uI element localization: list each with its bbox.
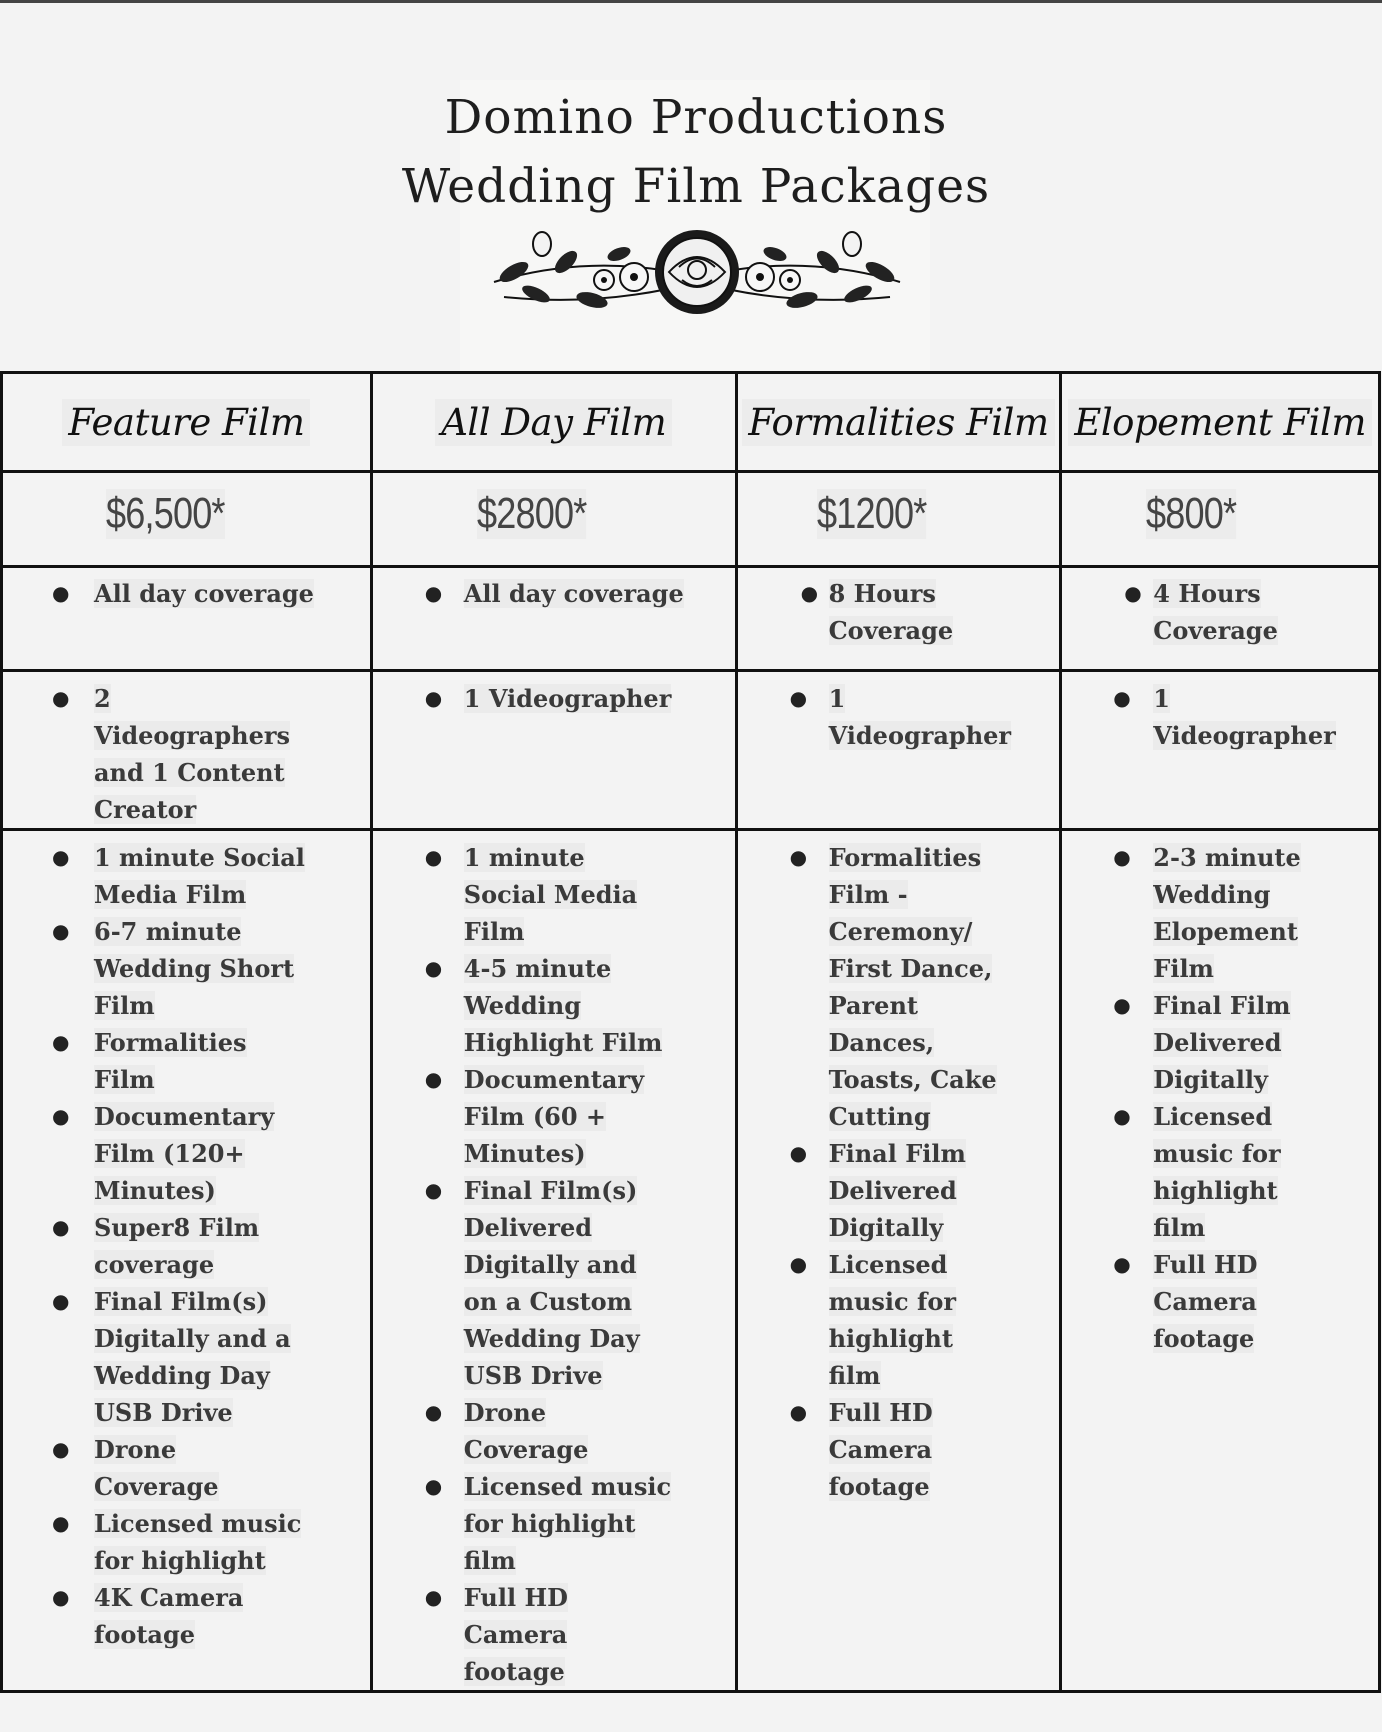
list-item-text: Full HD Camera footage xyxy=(828,1398,933,1501)
videographer-list xyxy=(3,680,370,828)
bullet-icon: ● xyxy=(52,1030,70,1054)
package-price-row xyxy=(2,472,1380,567)
list-item xyxy=(1062,680,1336,754)
bullet-icon: ● xyxy=(1113,993,1131,1017)
bullet-icon: ● xyxy=(789,686,808,710)
list-item-text: Final Film(s) Digitally and a Wedding Day USB Drive xyxy=(94,1287,291,1427)
list-item xyxy=(3,680,309,828)
bullet-icon: ● xyxy=(424,1067,443,1091)
bullet-icon: ● xyxy=(789,1252,808,1276)
bullet-icon: ● xyxy=(789,1400,808,1424)
videographer-cell xyxy=(2,671,372,830)
list-item-text: Formalities Film - Ceremony/ First Dance, Parent Dances, Toasts, Cake Cutting xyxy=(828,843,997,1131)
list-item xyxy=(1062,1098,1333,1246)
list-item xyxy=(373,1172,674,1394)
list-item-text: 4K Camera footage xyxy=(94,1583,244,1649)
package-price: $6,500* xyxy=(106,489,225,538)
list-item-text: Licensed music for highlight xyxy=(94,1509,302,1575)
list-item xyxy=(3,1283,309,1431)
bullet-icon: ● xyxy=(52,1585,70,1609)
bullet-icon: ● xyxy=(52,845,70,869)
coverage-cell xyxy=(736,567,1061,671)
list-item xyxy=(373,1394,674,1468)
list-item xyxy=(738,680,1012,754)
list-item-text: Final Film(s) Delivered Digitally and on a Custom Wedding Day USB Drive xyxy=(463,1176,640,1390)
list-item-text: Licensed music for highlight film xyxy=(463,1472,672,1575)
list-item xyxy=(3,839,309,913)
videographer-list xyxy=(1062,680,1378,754)
list-item-text: Licensed music for highlight film xyxy=(1153,1102,1281,1242)
list-item xyxy=(373,1061,674,1172)
bullet-icon: ● xyxy=(52,1289,70,1313)
bullet-icon: ● xyxy=(52,581,70,605)
package-price: $1200* xyxy=(816,489,927,538)
bullet-icon: ● xyxy=(424,956,443,980)
list-item-text: Final Film Delivered Digitally xyxy=(828,1139,966,1242)
page-title: Domino Productions xyxy=(444,90,948,145)
list-item xyxy=(373,680,724,717)
list-item-text: All day coverage xyxy=(94,579,314,608)
bullet-icon: ● xyxy=(1113,845,1131,869)
list-item xyxy=(3,913,309,1024)
bullet-icon: ● xyxy=(789,845,808,869)
deliverables-cell xyxy=(1061,830,1380,1692)
list-item xyxy=(373,950,674,1061)
list-item-text: Final Film Delivered Digitally xyxy=(1153,991,1291,1094)
package-price-cell xyxy=(736,472,1061,567)
page-subtitle: Wedding Film Packages xyxy=(401,159,991,214)
list-item-text: Documentary Film (60 + Minutes) xyxy=(463,1065,645,1168)
coverage-cell xyxy=(2,567,372,671)
bullet-icon: ● xyxy=(1113,1252,1131,1276)
bullet-icon: ● xyxy=(424,1585,443,1609)
bullet-icon: ● xyxy=(52,1511,70,1535)
list-item xyxy=(3,1209,309,1283)
bullet-icon: ● xyxy=(424,1474,443,1498)
list-item-text: Super8 Film coverage xyxy=(94,1213,260,1279)
coverage-list xyxy=(3,575,370,612)
package-name-cell xyxy=(736,373,1061,472)
list-item-text: 1 Videographer xyxy=(463,684,672,713)
bullet-icon: ● xyxy=(424,1178,443,1202)
list-item xyxy=(738,1394,1004,1505)
list-item xyxy=(1062,575,1303,649)
bullet-icon: ● xyxy=(424,686,443,710)
deliverables-list xyxy=(373,839,735,1690)
bullet-icon: ● xyxy=(52,919,70,943)
bullet-icon: ● xyxy=(1124,581,1142,605)
list-item-text: 4 Hours Coverage xyxy=(1153,579,1278,645)
list-item-text: 1 minute Social Media Film xyxy=(94,843,305,909)
package-price-cell xyxy=(2,472,372,567)
list-item-text: 2 Videographers and 1 Content Creator xyxy=(94,684,291,824)
deliverables-list xyxy=(3,839,370,1653)
top-border xyxy=(0,0,1382,3)
list-item-text: 1 Videographer xyxy=(828,684,1012,750)
coverage-list xyxy=(738,575,1060,649)
packages-table xyxy=(0,371,1381,1693)
list-item xyxy=(3,1431,309,1505)
videographer-cell xyxy=(736,671,1061,830)
bullet-icon: ● xyxy=(52,1437,70,1461)
package-name: All Day Film xyxy=(435,399,672,446)
list-item xyxy=(373,1579,674,1690)
package-name-row xyxy=(2,373,1380,472)
list-item-text: Formalities Film xyxy=(94,1028,247,1094)
videographer-cell xyxy=(1061,671,1380,830)
package-price-cell xyxy=(371,472,736,567)
bullet-icon: ● xyxy=(800,581,819,605)
list-item-text: Drone Coverage xyxy=(463,1398,589,1464)
list-item-text: Drone Coverage xyxy=(94,1435,219,1501)
list-item-text: 2-3 minute Wedding Elopement Film xyxy=(1153,843,1301,983)
list-item-text: 8 Hours Coverage xyxy=(828,579,954,645)
bullet-icon: ● xyxy=(424,1400,443,1424)
list-item xyxy=(3,1505,309,1579)
deliverables-row xyxy=(2,830,1380,1692)
list-item-text: 6-7 minute Wedding Short Film xyxy=(94,917,295,1020)
package-name-cell xyxy=(1061,373,1380,472)
package-price-cell xyxy=(1061,472,1380,567)
list-item xyxy=(738,1246,1004,1394)
list-item xyxy=(3,1579,309,1653)
coverage-list xyxy=(1062,575,1378,649)
deliverables-cell xyxy=(371,830,736,1692)
videographer-list xyxy=(738,680,1060,754)
bullet-icon: ● xyxy=(52,686,70,710)
bullet-icon: ● xyxy=(52,1104,70,1128)
deliverables-list xyxy=(1062,839,1378,1357)
package-name: Elopement Film xyxy=(1068,399,1372,446)
floral-ornament-icon xyxy=(474,222,920,327)
coverage-cell xyxy=(1061,567,1380,671)
list-item xyxy=(373,839,674,950)
list-item xyxy=(1062,987,1333,1098)
list-item-text: Licensed music for highlight film xyxy=(828,1250,956,1390)
list-item-text: Full HD Camera footage xyxy=(1153,1250,1258,1353)
coverage-list xyxy=(373,575,735,612)
bullet-icon: ● xyxy=(1113,1104,1131,1128)
package-name: Formalities Film xyxy=(742,399,1054,446)
bullet-icon: ● xyxy=(424,845,443,869)
list-item xyxy=(738,1135,1004,1246)
package-price: $800* xyxy=(1146,489,1237,538)
package-name-cell xyxy=(2,373,372,472)
bullet-icon: ● xyxy=(424,581,443,605)
deliverables-cell xyxy=(2,830,372,1692)
list-item-text: All day coverage xyxy=(463,579,684,608)
list-item xyxy=(738,575,979,649)
package-price: $2800* xyxy=(476,489,587,538)
list-item xyxy=(373,1468,674,1579)
list-item-text: 1 minute Social Media Film xyxy=(463,843,638,946)
package-name: Feature Film xyxy=(62,399,310,446)
bullet-icon: ● xyxy=(789,1141,808,1165)
list-item-text: 1 Videographer xyxy=(1153,684,1336,750)
list-item xyxy=(3,1024,309,1098)
list-item xyxy=(373,575,724,612)
bullet-icon: ● xyxy=(1113,686,1131,710)
bullet-icon: ● xyxy=(52,1215,70,1239)
package-name-cell xyxy=(371,373,736,472)
list-item xyxy=(3,1098,309,1209)
list-item xyxy=(738,839,1004,1135)
videographer-row xyxy=(2,671,1380,830)
videographer-cell xyxy=(371,671,736,830)
deliverables-list xyxy=(738,839,1060,1505)
list-item xyxy=(3,575,354,612)
coverage-cell xyxy=(371,567,736,671)
list-item-text: 4-5 minute Wedding Highlight Film xyxy=(463,954,663,1057)
list-item-text: Full HD Camera footage xyxy=(463,1583,568,1686)
videographer-list xyxy=(373,680,735,717)
list-item-text: Documentary Film (120+ Minutes) xyxy=(94,1102,275,1205)
coverage-row xyxy=(2,567,1380,671)
deliverables-cell xyxy=(736,830,1061,1692)
list-item xyxy=(1062,1246,1333,1357)
list-item xyxy=(1062,839,1333,987)
